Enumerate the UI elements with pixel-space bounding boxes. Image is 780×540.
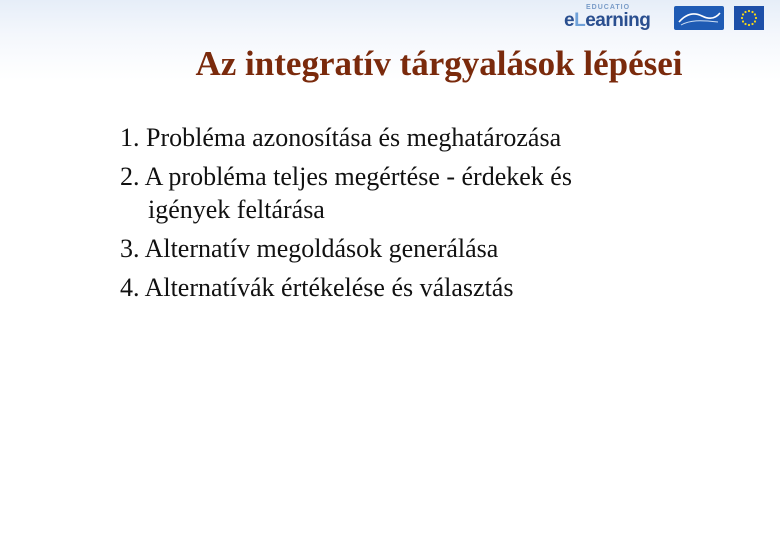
steps-list xyxy=(120,121,740,310)
eu-stars-icon xyxy=(737,8,761,28)
item-text-continuation: igények feltárása xyxy=(148,195,325,224)
eu-flag-icon xyxy=(734,6,764,30)
list-item xyxy=(120,271,740,304)
item-text: Alternatívák értékelése és választás xyxy=(144,273,514,302)
list-item xyxy=(120,160,740,226)
elearning-logo xyxy=(564,4,664,32)
elearning-logo-small-text: EDUCATIO xyxy=(586,4,631,11)
item-number: 2. xyxy=(120,162,140,191)
list-item xyxy=(120,121,740,154)
elearning-logo-accent: L xyxy=(574,10,586,31)
uj-magyarorszag-logo xyxy=(674,6,724,30)
item-text: Alternatív megoldások generálása xyxy=(144,234,499,263)
uj-magyarorszag-logo-mark xyxy=(676,8,722,28)
slide-title: Az integratív tárgyalások lépései xyxy=(195,44,683,83)
elearning-logo-prefix: e xyxy=(564,10,575,31)
item-number: 4. xyxy=(120,273,140,302)
item-text: A probléma teljes megértése - érdekek és xyxy=(144,162,572,191)
elearning-logo-text xyxy=(564,10,650,32)
item-number: 3. xyxy=(120,234,140,263)
item-number: 1. xyxy=(120,123,140,152)
header-logos xyxy=(564,4,764,32)
elearning-logo-suffix: earning xyxy=(585,10,651,31)
list-item xyxy=(120,232,740,265)
item-text: Probléma azonosítása és meghatározása xyxy=(146,123,562,152)
